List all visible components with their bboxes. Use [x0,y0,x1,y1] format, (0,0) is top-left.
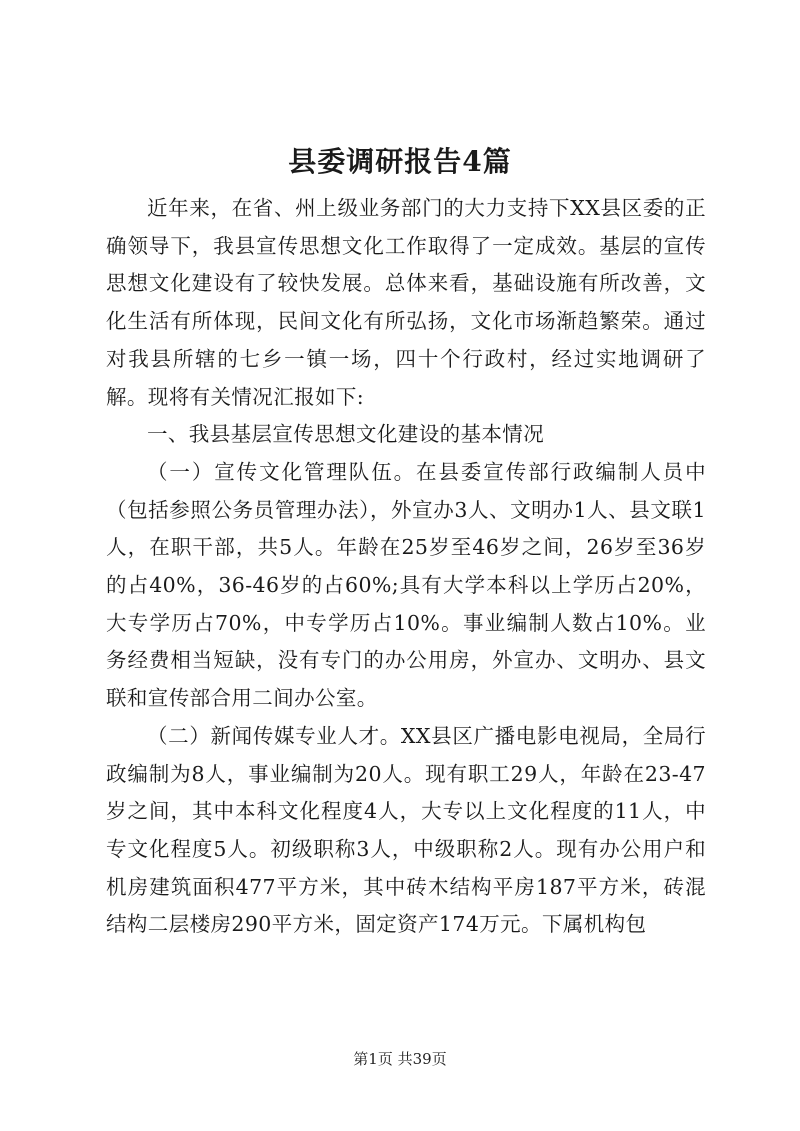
paragraph-staff: （一）宣传文化管理队伍。在县委宣传部行政编制人员中（包括参照公务员管理办法），外宣办3人、文明办1人、县文联1人，在职干部，共5人。年龄在25岁至46岁之间，26岁至36岁的占40%，36-46岁的占60%;具有大学本科以上学历占20%，大专学历占70%，中专学历占10%。事业编制人数占10%。业务经费相当短缺，没有专门的办公用房，外宣办、文明办、县文联和宣传部合用二间办公室。 [106,459,706,711]
paragraph-intro: 近年来，在省、州上级业务部门的大力支持下XX县区委的正确领导下，我县宣传思想文化工作取得了一定成效。基层的宣传思想文化建设有了较快发展。总体来看，基础设施有所改善，文化生活有所体现，民间文化有所弘扬，文化市场渐趋繁荣。通过对我县所辖的七乡一镇一场，四十个行政村，经过实地调研了解。现将有关情况汇报如下: [106,196,706,409]
page-number: 第1页 共39页 [353,1050,447,1068]
paragraph-media: （二）新闻传媒专业人才。XX县区广播电影电视局，全局行政编制为8人，事业编制为20人。现有职工29人，年龄在23-47岁之间，其中本科文化程度4人，大专以上文化程度的11人，中专文化程度5人。初级职称3人，中级职称2人。现有办公用户和机房建筑面积477平方米，其中砖木结构平房187平方米，砖混结构二层楼房290平方米，固定资产174万元。下属机构包 [106,723,706,937]
document-title: 县委调研报告4篇 [288,145,512,178]
section-heading-1: 一、我县基层宣传思想文化建设的基本情况 [147,422,545,447]
document-body [106,190,706,944]
